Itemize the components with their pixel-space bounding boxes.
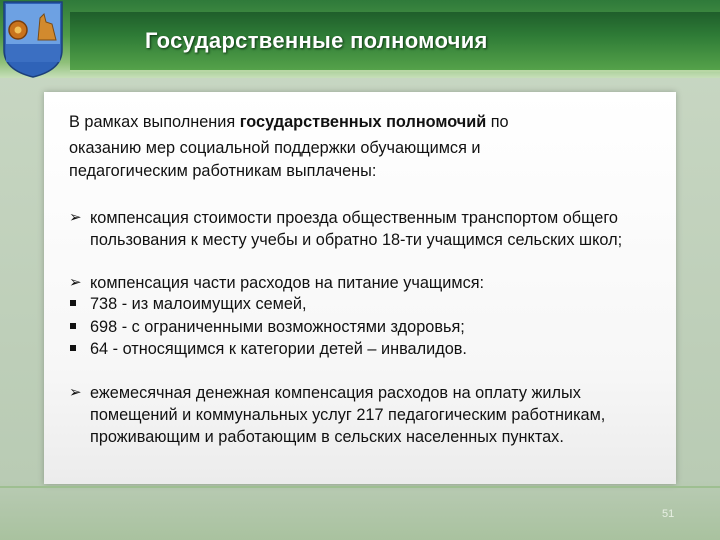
intro-prefix: В рамках выполнения — [69, 113, 240, 131]
intro-line-1 — [69, 112, 509, 132]
page-number: 51 — [662, 508, 675, 520]
item2-line-1: компенсация части расходов на питание учащимся: — [90, 274, 485, 292]
arrow-bullet-icon: ➢ — [69, 274, 82, 291]
square-bullet-icon — [70, 345, 76, 351]
page-title: Государственные полномочия — [145, 28, 488, 53]
item3-line-3: проживающим и работающим в сельских населенных пунктах. — [90, 428, 564, 446]
coat-of-arms-icon — [0, 0, 66, 78]
item3-line-2: помещений и коммунальных услуг 217 педагогическим работникам, — [90, 406, 606, 424]
item2-subitem: 738 - из малоимущих семей, — [90, 295, 307, 313]
item1-line-2: пользования к месту учебы и обратно 18-ти учащимся сельских школ; — [90, 231, 623, 249]
intro-line-3: педагогическим работникам выплачены: — [69, 162, 377, 180]
intro-bold: государственных полномочий — [239, 113, 487, 131]
arrow-bullet-icon: ➢ — [69, 209, 82, 226]
intro-line-2: оказанию мер социальной поддержки обучающимся и — [69, 139, 481, 157]
arrow-bullet-icon: ➢ — [69, 384, 82, 401]
item3-line-1: ежемесячная денежная компенсация расходов на оплату жилых — [90, 384, 581, 402]
item2-subitem: 698 - с ограниченными возможностями здоровья; — [90, 318, 465, 336]
square-bullet-icon — [70, 300, 76, 306]
footer-divider — [0, 486, 720, 488]
square-bullet-icon — [70, 323, 76, 329]
intro-suffix: по — [486, 113, 509, 131]
item1-line-1: компенсация стоимости проезда общественным транспортом общего — [90, 209, 618, 227]
item2-subitem: 64 - относящимся к категории детей – инвалидов. — [90, 340, 467, 358]
